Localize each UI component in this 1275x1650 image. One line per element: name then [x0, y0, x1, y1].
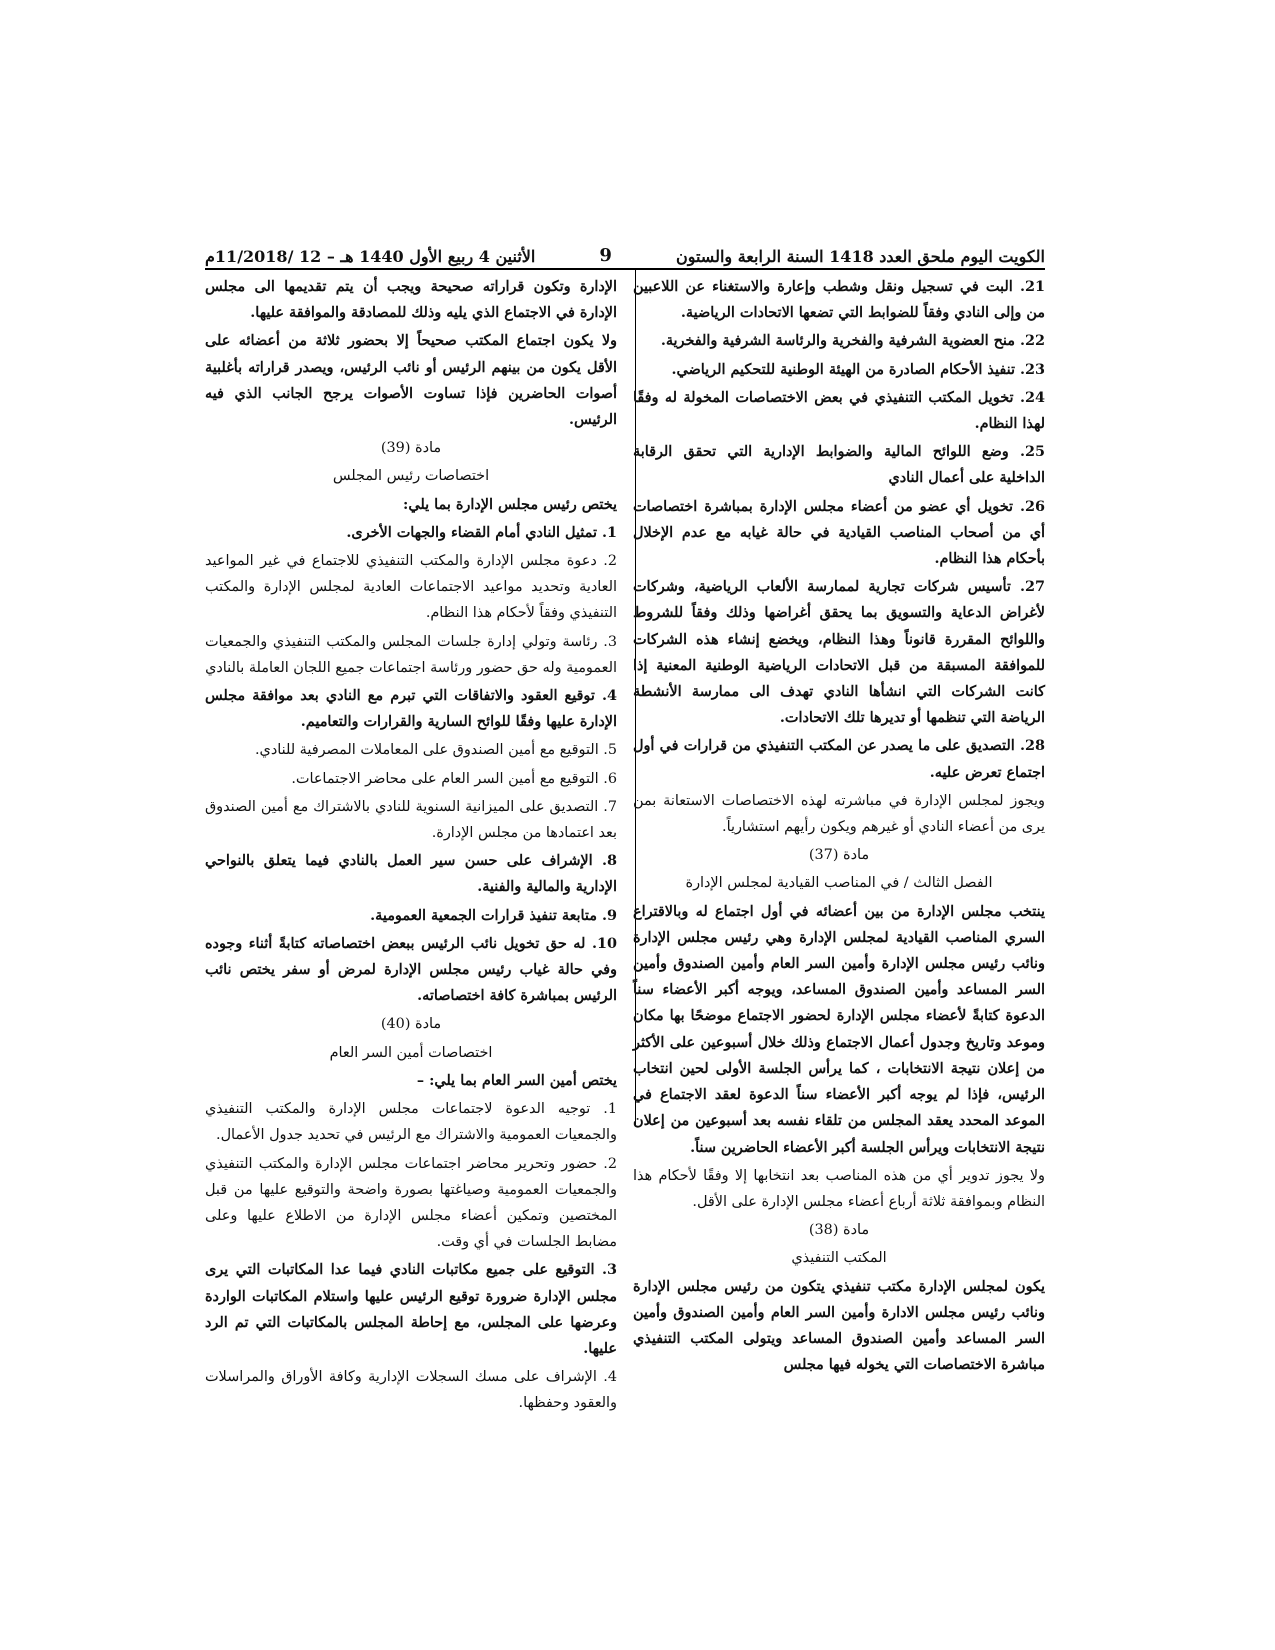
chairman-item-8: 8. الإشراف على حسن سير العمل بالنادي فيما يتعلق بالنواحي الإدارية والمالية والفنية.: [205, 852, 617, 896]
article-37-heading: مادة (37): [808, 847, 870, 864]
paragraph-decisions: الإدارة وتكون قراراته صحيحة ويجب أن يتم تقديمها الى مجلس الإدارة في الاجتماع الذي يليه وذلك للمصادقة والموافقة عليها.: [205, 278, 617, 322]
secretary-intro: يختص أمين السر العام بما يلي: –: [416, 1071, 617, 1089]
item-27: 27. تأسيس شركات تجارية لممارسة الألعاب الرياضية، وشركات لأغراض الدعاية والتسويق بما يحقق أغراضها وذلك وفقاً للشروط واللوائح المقررة قانوناً وهذا النظام، ويخضع إنشاء هذه الشركات للموافقة المسبقة من قبل الاتحادات الرياضية الوطنية المعنية إذا كانت الشركات التي انشأها النادي تهدف الى ممارسة الأنشطة الرياضة التي تنظمها أو تديرها تلك الاتحادات.: [633, 578, 1045, 727]
chairman-item-6: 6. التوقيع مع أمين السر العام على محاضر الاجتماعات.: [291, 770, 617, 787]
executive-office-heading: المكتب التنفيذي: [791, 1250, 887, 1267]
chairman-item-9: 9. متابعة تنفيذ قرارات الجمعية العمومية.: [370, 906, 617, 924]
paragraph-elections: ينتخب مجلس الإدارة من بين أعضائه في أول اجتماع له وبالاقتراع السري المناصب القيادية لمجلس الإدارة وهي رئيس مجلس الإدارة ونائب رئيس مجلس الإدارة وأمين السر العام وأمين الصندوق وأمين السر المساعد وأمين الصندوق المساعد، ويوجه أكبر الأعضاء سناً الدعوة كتابةً لأعضاء مجلس الإدارة لحضور الاجتماع موضحًا بها مكان وموعد وتاريخ وجدول أعمال الاجتماع وذلك خلال أسبوعين على الأكثر من إعلان نتيجة الانتخابات ، كما يرأس الجلسة الأولى لحين انتخاب الرئيس، فإذا لم يوجه أكبر الأعضاء سناً الدعوة لعقد الاجتماع في الموعد المحدد يعقد المجلس من تلقاء نفسه بعد أسبوعين من إعلان نتيجة الانتخابات ويرأس الجلسة أكبر الأعضاء الحاضرين سناً.: [633, 902, 1045, 1156]
chairman-item-3: 3. رئاسة وتولي إدارة جلسات المجلس والمكتب التنفيذي والجمعيات العمومية وله حق حضور ورئاسة اجتماعات جميع اللجان العاملة بالنادي: [205, 633, 617, 676]
chairman-item-4: 4. توقيع العقود والاتفاقات التي تبرم مع النادي بعد موافقة مجلس الإدارة عليها وفقًا للوائح السارية والقرارات والتعاميم.: [205, 687, 617, 731]
secretary-powers-heading: اختصاصات أمين السر العام: [329, 1044, 493, 1061]
header-date: الأثنين 4 ربيع الأول 1440 هـ – 12 /11/2018م: [205, 247, 536, 266]
item-24: 24. تخويل المكتب التنفيذي في بعض الاختصاصات المخولة له وفقًا لهذا النظام.: [633, 388, 1045, 433]
chairman-item-5: 5. التوقيع مع أمين الصندوق على المعاملات المصرفية للنادي.: [254, 742, 617, 759]
item-22: 22. منح العضوية الشرفية والفخرية والرئاسة الشرفية والفخرية.: [660, 332, 1045, 350]
chairman-intro: يختص رئيس مجلس الإدارة بما يلي:: [403, 495, 617, 513]
article-39-heading: مادة (39): [380, 440, 442, 457]
chairman-item-10: 10. له حق تخويل نائب الرئيس ببعض اختصاصاته كتابةً أثناء وجوده وفي حالة غياب رئيس مجلس الإدارة لمرض أو سفر يختص نائب الرئيس بمباشرة كافة اختصاصاته.: [205, 934, 617, 1005]
chapter-3-heading: الفصل الثالث / في المناصب القيادية لمجلس الإدارة: [685, 875, 993, 892]
left-column: [205, 274, 617, 1419]
paragraph-quorum: ولا يكون اجتماع المكتب صحيحاً إلا بحضور ثلاثة من أعضائه على الأقل يكون من بينهم الرئيس أو نائب الرئيس، ويصدر قراراته بأغلبية أصوات الحاضرين فإذا تساوت الأصوات يرجح الجانب الذي فيه الرئيس.: [205, 332, 617, 429]
item-25: 25. وضع اللوائح المالية والضوابط الإدارية التي تحقق الرقابة الداخلية على أعمال النادي: [633, 443, 1045, 487]
secretary-item-4: 4. الإشراف على مسك السجلات الإدارية وكافة الأوراق والمراسلات والعقود وحفظها.: [205, 1369, 617, 1412]
paragraph-advisors: ويجوز لمجلس الإدارة في مباشرته لهذه الاختصاصات الاستعانة بمن يرى من أعضاء النادي أو غيرهم ويكون رأيهم استشارياً.: [633, 792, 1045, 836]
chairman-item-2: 2. دعوة مجلس الإدارة والمكتب التنفيذي للاجتماع في غير المواعيد العادية وتحديد مواعيد الاجتماعات العادية لمجلس الإدارة والمكتب التنفيذي وفقاً لأحكام هذا النظام.: [205, 553, 617, 622]
chairman-item-1: 1. تمثيل النادي أمام القضاء والجهات الأخرى.: [346, 523, 617, 541]
page-number: 9: [599, 245, 612, 266]
header-publication: الكويت اليوم ملحق العدد 1418 السنة الرابعة والستون: [675, 247, 1045, 266]
secretary-item-3: 3. التوقيع على جميع مكاتبات النادي فيما عدا المكاتبات التي يرى مجلس الإدارة ضرورة توقيع الرئيس عليها واستلام المكاتبات الواردة وعرضها على المجلس، مع إحاطة المجلس بالمكاتبات التي تم الرد عليها.: [205, 1261, 617, 1357]
item-28: 28. التصديق على ما يصدر عن المكتب التنفيذي من قرارات في أول اجتماع تعرض عليه.: [633, 737, 1045, 781]
paragraph-rotation: ولا يجوز تدوير أي من هذه المناصب بعد انتخابها إلا وفقًا لأحكام هذا النظام وبموافقة ثلاثة أرباع أعضاء مجلس الإدارة على الأقل.: [633, 1167, 1045, 1210]
article-40-heading: مادة (40): [380, 1016, 442, 1033]
chairman-item-7: 7. التصديق على الميزانية السنوية للنادي بالاشتراك مع أمين الصندوق بعد اعتمادها من مجلس الإدارة.: [205, 798, 617, 842]
chairman-powers-heading: اختصاصات رئيس المجلس: [332, 468, 490, 485]
secretary-item-2: 2. حضور وتحرير محاضر اجتماعات مجلس الإدارة والمكتب التنفيذي والجمعيات العمومية وصياغتها بصورة واضحة والتوقيع عليها من قبل المختصين وتمكين أعضاء مجلس الإدارة من الاطلاع عليها وعلى مضابط الجلسات في أي وقت.: [205, 1155, 617, 1251]
header-rule: [205, 268, 1045, 270]
page-header: [205, 236, 1045, 266]
right-column: [633, 274, 1045, 1380]
secretary-item-1: 1. توجيه الدعوة لاجتماعات مجلس الإدارة والمكتب التنفيذي والجمعيات العمومية والاشتراك مع الرئيس في تحديد جدول الأعمال.: [205, 1101, 617, 1144]
paragraph-executive-office: يكون لمجلس الإدارة مكتب تنفيذي يتكون من رئيس مجلس الإدارة ونائب رئيس مجلس الادارة وأمين السر العام وأمين الصندوق وأمين السر المساعد وأمين الصندوق المساعد ويتولى المكتب التنفيذي مباشرة الاختصاصات التي يخوله فيها مجلس: [633, 1277, 1045, 1374]
article-38-heading: مادة (38): [808, 1222, 870, 1239]
item-26: 26. تخويل أي عضو من أعضاء مجلس الإدارة بمباشرة اختصاصات أي من أصحاب المناصب القيادية في حالة غيابه مع عدم الإخلال بأحكام هذا النظام.: [633, 497, 1045, 568]
item-23: 23. تنفيذ الأحكام الصادرة من الهيئة الوطنية للتحكيم الرياضي.: [671, 360, 1045, 378]
item-21: 21. البت في تسجيل ونقل وشطب وإعارة والاستغناء عن اللاعبين من وإلى النادي وفقاً للضوابط التي تضعها الاتحادات الرياضية.: [633, 278, 1045, 322]
